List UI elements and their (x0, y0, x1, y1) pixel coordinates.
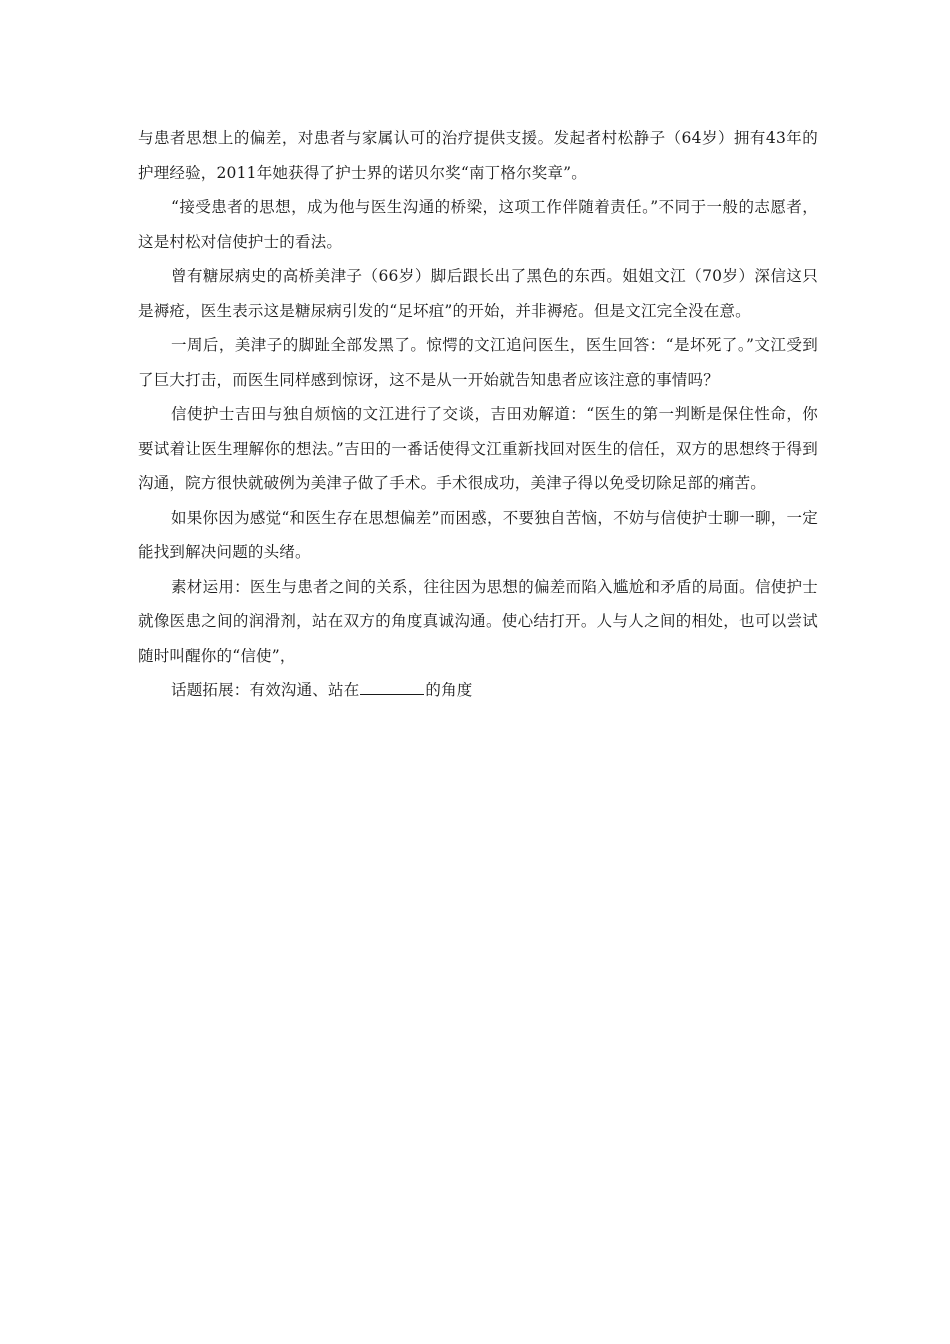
paragraph-continued: 与患者思想上的偏差，对患者与家属认可的治疗提供支援。发起者村松静子（64岁）拥有43年的护理经验，2011年她获得了护士界的诺贝尔奖“南丁格尔奖章”。 (138, 129, 818, 182)
paragraph-one-week-later: 一周后，美津子的脚趾全部发黑了。惊愕的文江追问医生，医生回答：“是坏死了。”文江受到了巨大打击，而医生同样感到惊讶，这不是从一开始就告知患者应该注意的事情吗？ (138, 336, 818, 389)
paragraph-case-story: 曾有糖尿病史的高桥美津子（66岁）脚后跟长出了黑色的东西。姐姐文江（70岁）深信这只是褥疮，医生表示这是糖尿病引发的“足坏疽”的开始，并非褥疮。但是文江完全没在意。 (138, 267, 818, 320)
topic-suffix: 的角度 (425, 681, 473, 699)
topic-prefix: 话题拓展：有效沟通、站在 (171, 681, 360, 699)
fill-in-blank (360, 676, 424, 695)
paragraph-material-usage: 素材运用：医生与患者之间的关系，往往因为思想的偏差而陷入尴尬和矛盾的局面。信使护士就像医患之间的润滑剂，站在双方的角度真诚沟通。使心结打开。人与人之间的相处，也可以尝试随时叫醒你的“信使”， (138, 577, 818, 665)
article-body (138, 121, 818, 708)
paragraph-quote-responsibility: “接受患者的思想，成为他与医生沟通的桥梁，这项工作伴随着责任。”不同于一般的志愿者，这是村松对信使护士的看法。 (138, 198, 818, 251)
paragraph-topic-extension (138, 673, 818, 708)
paragraph-yoshida-talk: 信使护士吉田与独自烦恼的文江进行了交谈，吉田劝解道：“医生的第一判断是保住性命，你要试着让医生理解你的想法。”吉田的一番话使得文江重新找回对医生的信任，双方的思想终于得到沟通，院方很快就破例为美津子做了手术。手术很成功，美津子得以免受切除足部的痛苦。 (138, 405, 818, 492)
paragraph-advice: 如果你因为感觉“和医生存在思想偏差”而困惑，不要独自苦恼，不妨与信使护士聊一聊，一定能找到解决问题的头绪。 (138, 508, 818, 561)
